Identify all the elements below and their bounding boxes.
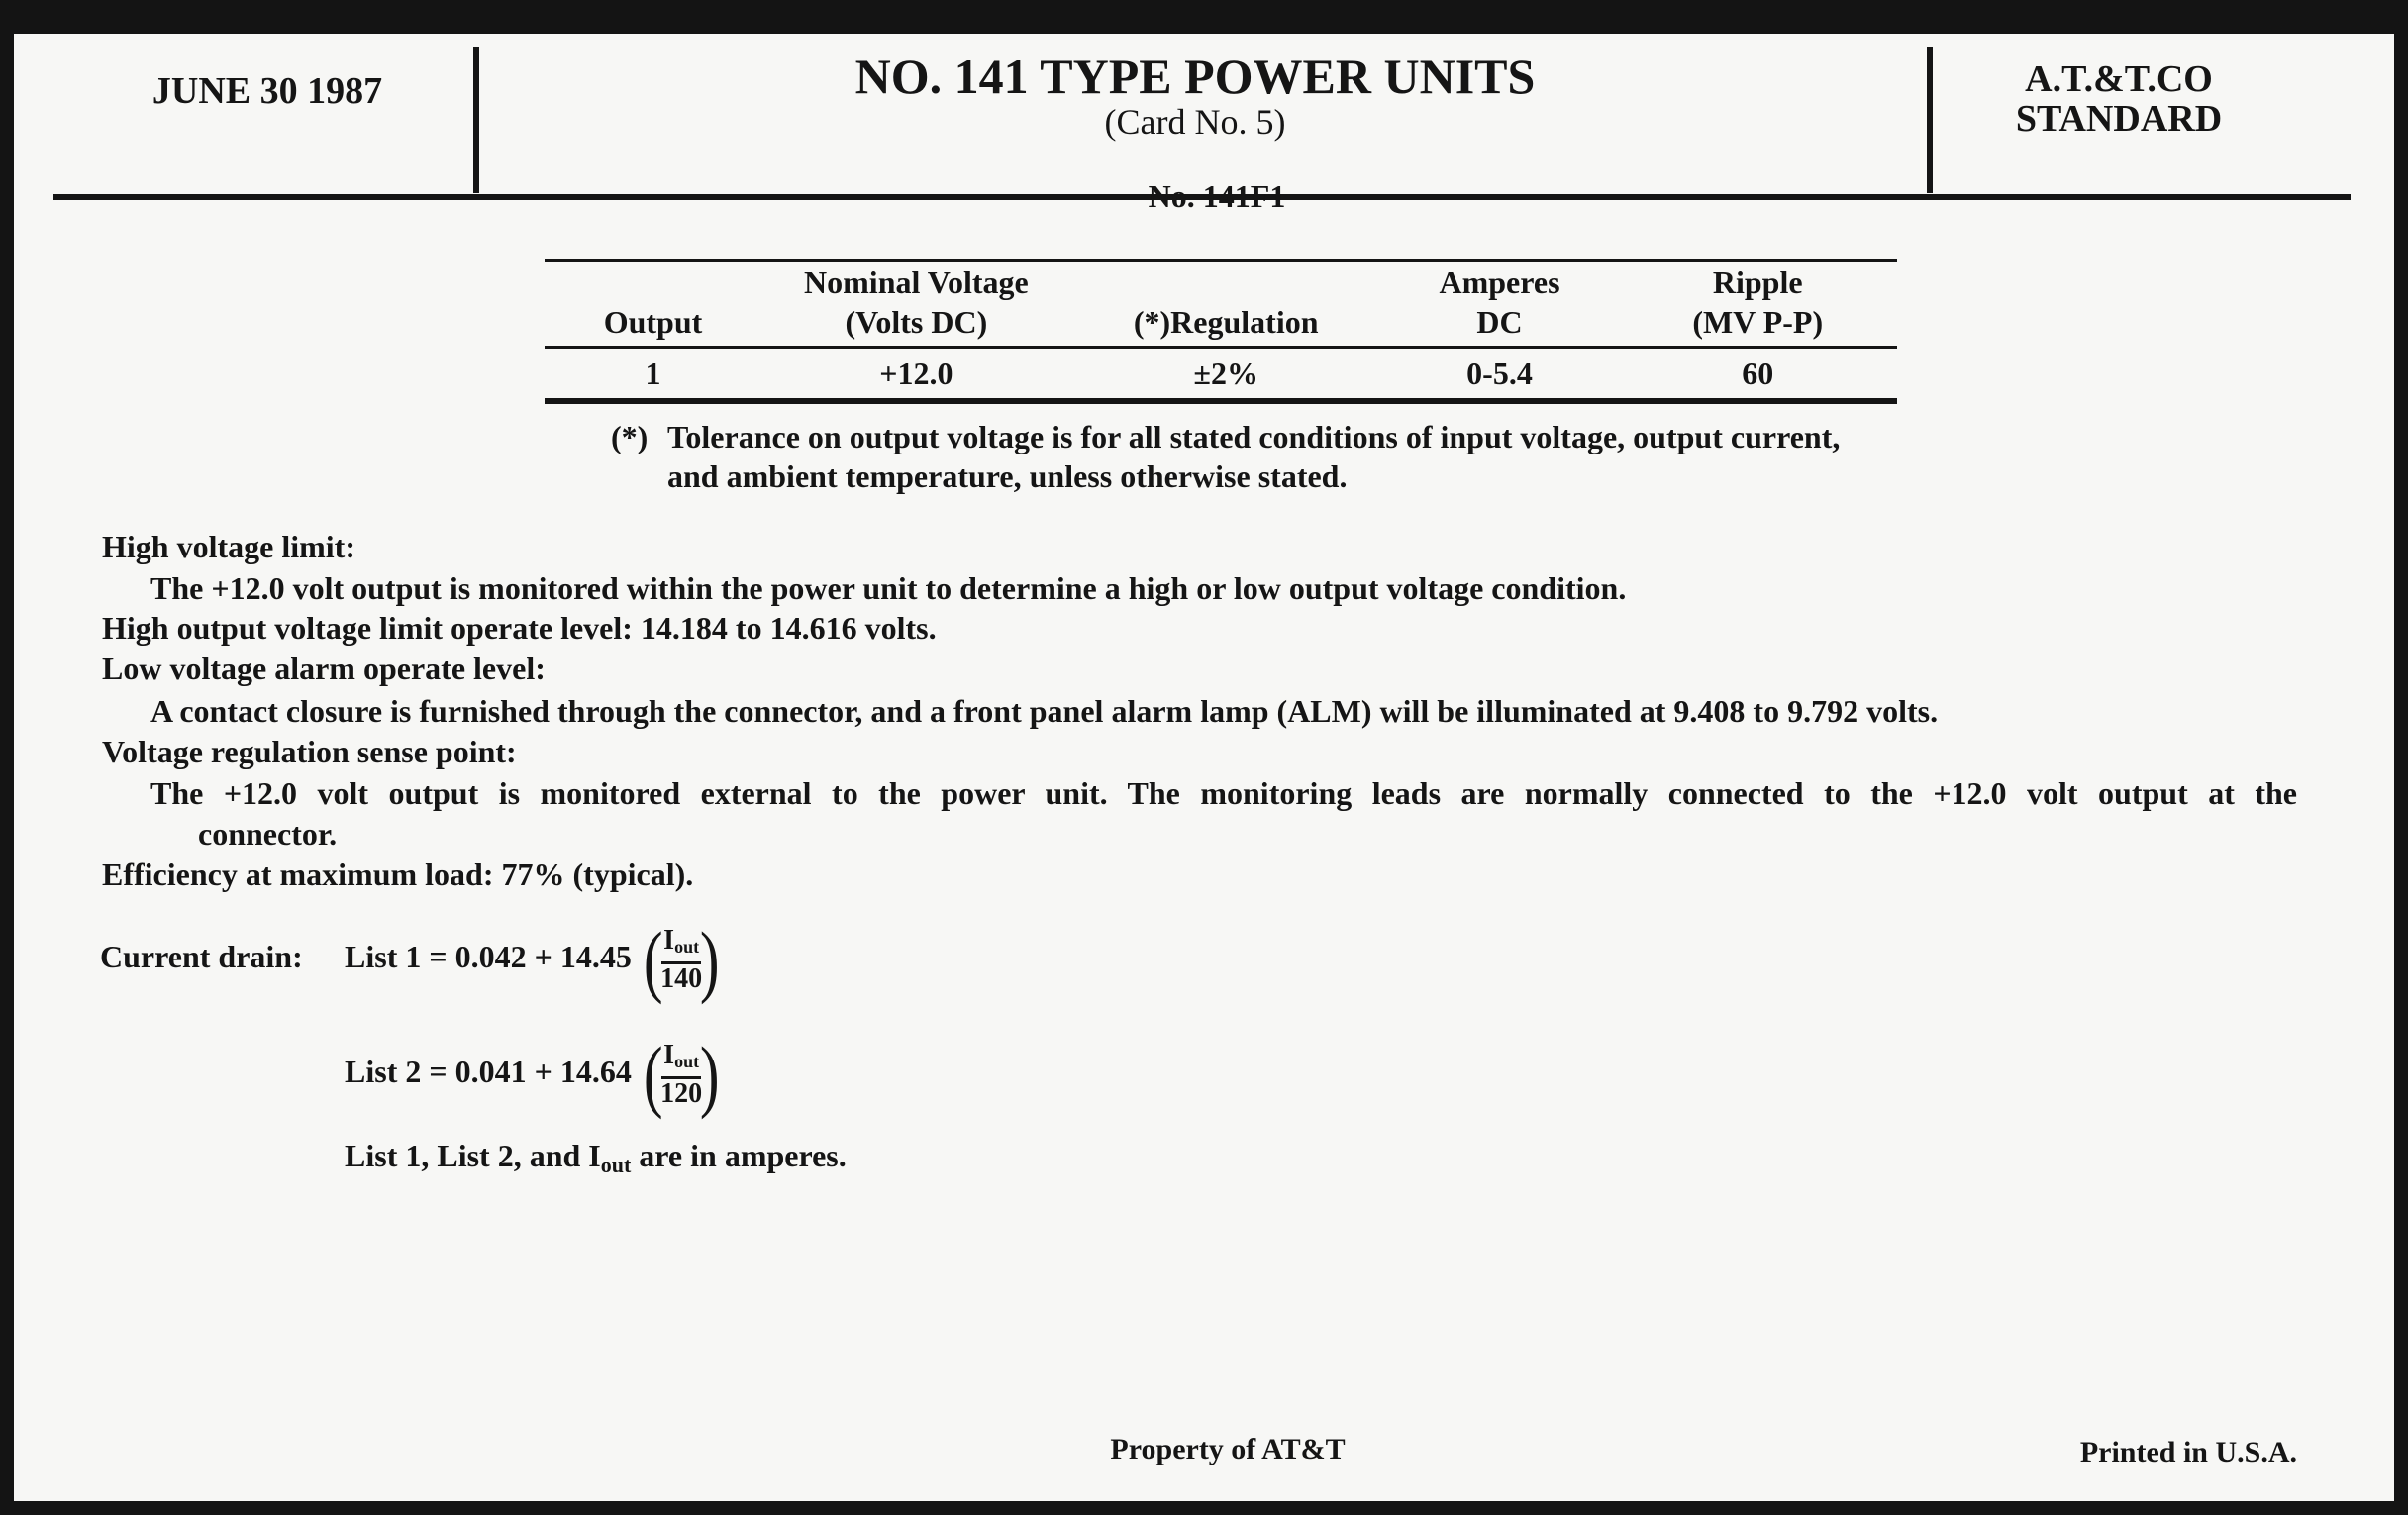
company-line2: STANDARD <box>2015 98 2223 140</box>
col-amperes: Amperes DC <box>1381 261 1619 348</box>
units-note: List 1, List 2, and $I_{out}$ are in amperes. <box>345 1138 847 1177</box>
cell-amperes: 0-5.4 <box>1466 355 1533 391</box>
list1-formula <box>345 909 723 1004</box>
footer-property: Property of AT&T <box>1110 1433 1346 1465</box>
table-row <box>545 348 1897 402</box>
page-title: NO. 141 TYPE POWER UNITS <box>854 49 1536 104</box>
high-output-limit: High output voltage limit operate level: 14.184 to 14.616 volts. <box>102 610 937 646</box>
list2-expression: List 2 = 0.041 + 14.64 <box>345 1054 632 1089</box>
high-voltage-heading: High voltage limit: <box>102 529 355 564</box>
fraction-numerator: Iout <box>661 1041 701 1079</box>
list2-formula <box>345 1024 723 1119</box>
efficiency: Efficiency at maximum load: 77% (typical). <box>102 857 694 892</box>
cell-nominal: +12.0 <box>879 355 953 391</box>
header-date: JUNE 30 1987 <box>151 70 383 112</box>
low-alarm-heading: Low voltage alarm operate level: <box>102 651 546 686</box>
left-paren: ( <box>643 1029 663 1120</box>
col-ripple: Ripple (MV P-P) <box>1618 261 1897 348</box>
spec-table <box>545 259 1897 404</box>
sense-text-line1: The +12.0 volt output is monitored external to the power unit. The monitoring leads are normally connected to the +12.0 volt output at the <box>150 775 2297 811</box>
company-line1: A.T.&T.CO <box>2025 58 2213 100</box>
current-drain-label: Current drain: <box>100 939 303 974</box>
right-paren: ) <box>699 914 720 1005</box>
col-nominal-voltage: Nominal Voltage (Volts DC) <box>761 261 1071 348</box>
high-voltage-text: The +12.0 volt output is monitored within the power unit to determine a high or low output voltage condition. <box>150 570 1627 606</box>
footer-printed: Printed in U.S.A. <box>2079 1436 2297 1468</box>
list2-denominator: 120 <box>660 1078 703 1110</box>
col-output: Output <box>545 261 761 348</box>
list2-fraction <box>640 1029 724 1120</box>
table-header-row <box>545 261 1897 348</box>
left-paren: ( <box>643 914 663 1005</box>
cell-regulation: ±2% <box>1193 355 1258 391</box>
list1-fraction <box>640 914 724 1005</box>
cell-ripple: 60 <box>1742 355 1774 391</box>
fraction-numerator: Iout <box>661 926 701 964</box>
right-paren: ) <box>699 1029 720 1120</box>
page-subtitle: (Card No. 5) <box>1104 102 1286 142</box>
sense-text-line2: connector. <box>198 816 338 852</box>
low-alarm-text: A contact closure is furnished through the connector, and a front panel alarm lamp (ALM) will be illuminated at 9.408 to 9.792 volts. <box>150 693 1939 729</box>
footnote-mark: (*) <box>611 419 649 454</box>
cell-output: 1 <box>645 355 661 391</box>
header-divider-right <box>1927 47 1933 193</box>
list1-expression: List 1 = 0.042 + 14.45 <box>345 939 632 974</box>
company-standard <box>1941 59 2297 139</box>
sense-heading: Voltage regulation sense point: <box>102 734 517 769</box>
list1-denominator: 140 <box>660 963 703 995</box>
footnote-text: Tolerance on output voltage is for all stated conditions of input voltage, output current, and ambient temperature, unless otherwise stated. <box>667 419 1841 494</box>
col-regulation: (*)Regulation <box>1071 261 1381 348</box>
table-model-label: No. 141F1 <box>1148 178 1286 214</box>
